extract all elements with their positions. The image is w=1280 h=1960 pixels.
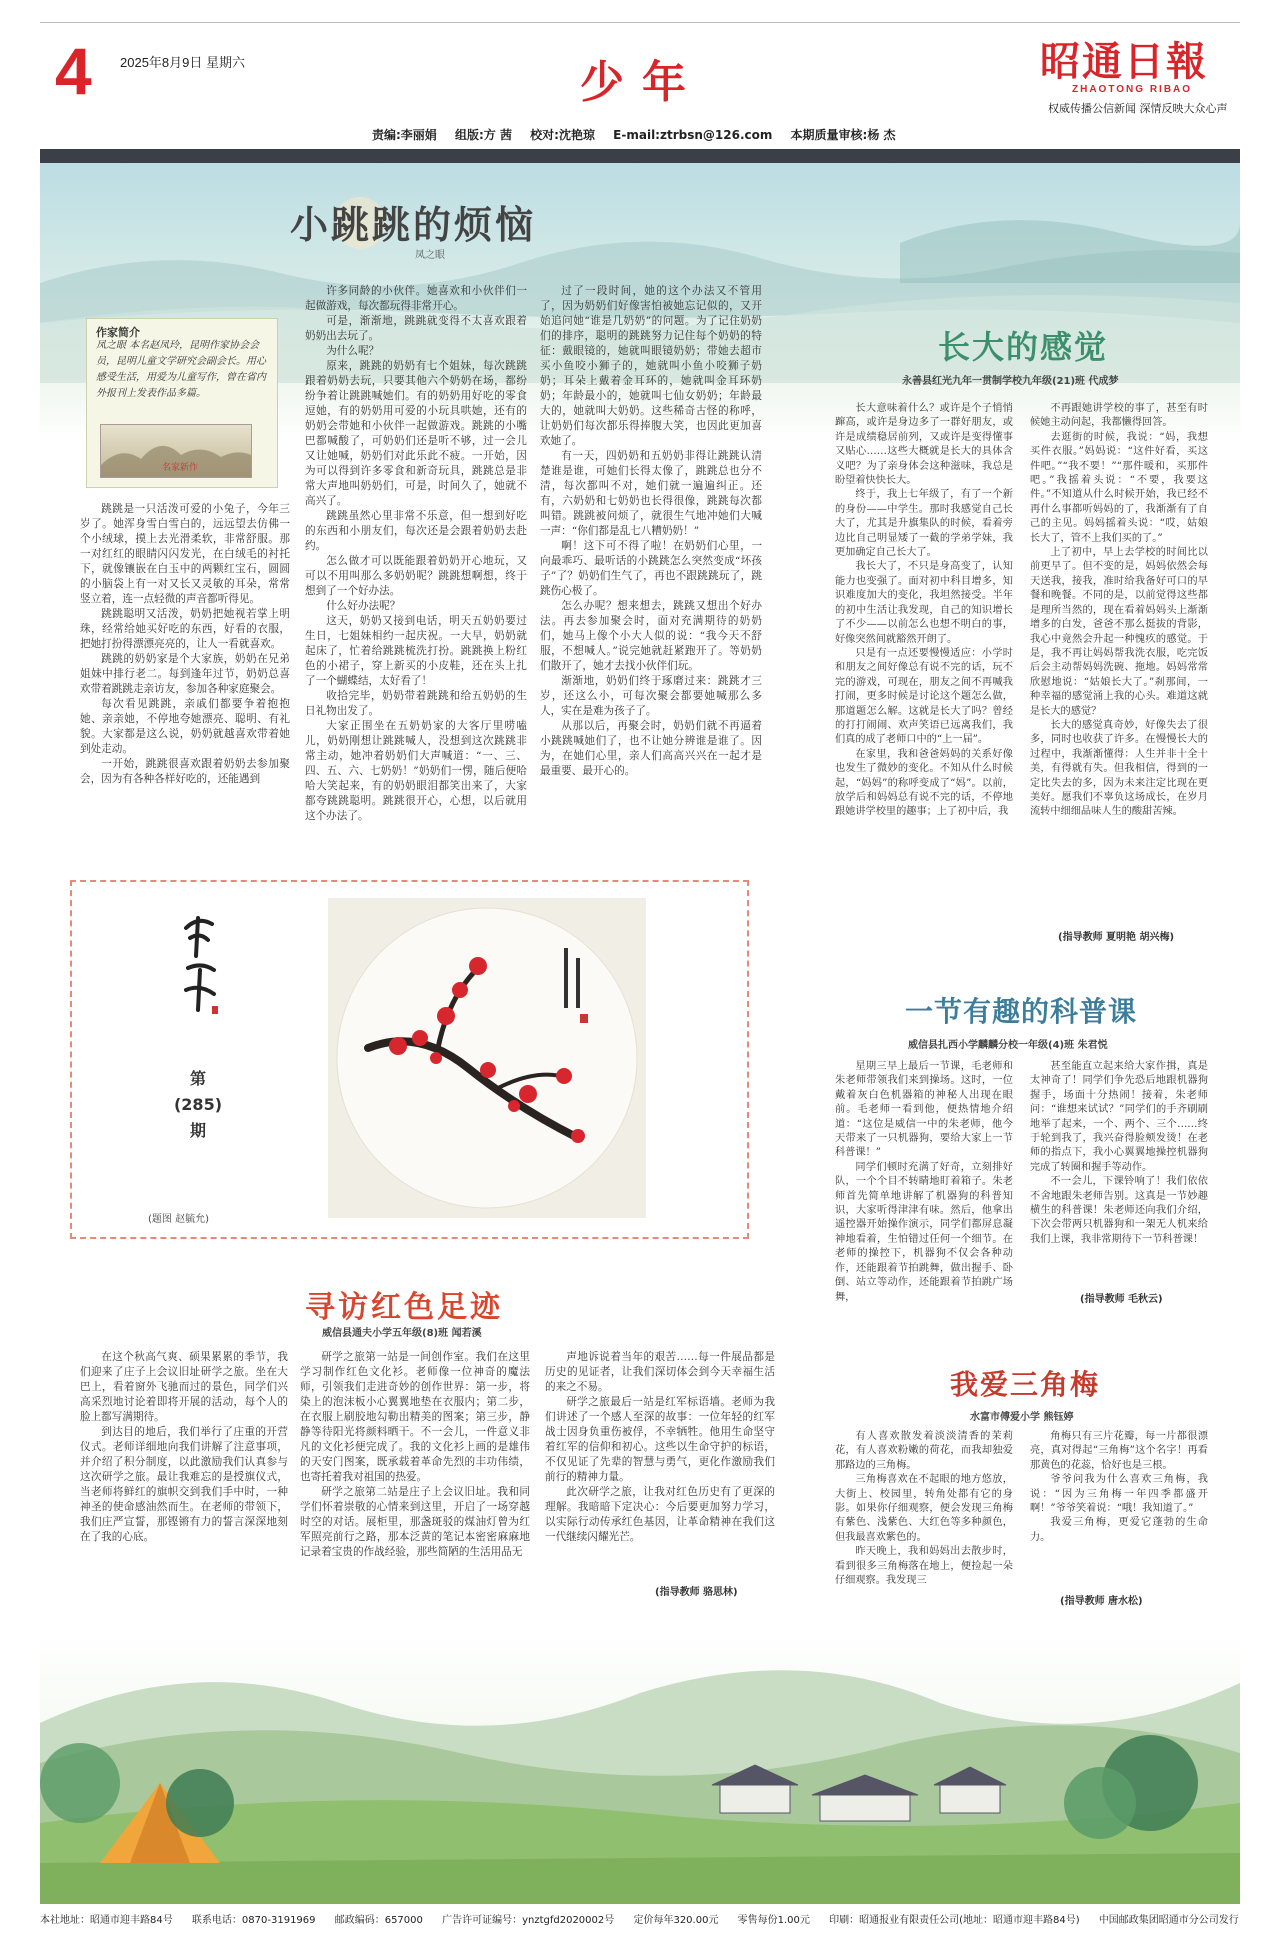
plum-blossom-painting xyxy=(328,898,646,1218)
author-bio-stamp: 名家新作 xyxy=(162,463,199,473)
calligraphy-title xyxy=(178,910,222,1028)
article-column xyxy=(305,284,527,824)
paragraph: 怎么做才可以既能跟着奶奶开心地玩，又可以不用叫那么多奶奶呢？跳跳想啊想，终于想到了一个好办法。 xyxy=(305,555,527,597)
paragraph: 研学之旅第一站是一间创作室。我们在这里学习制作红色文化衫。老师像一位神奇的魔法师，引领我们走进奇妙的创作世界：第一步，将染上的泡沫板小心翼翼地垫在衣服内；第二步，在衣服上刷胶地勾勒出精美的图案；第三步，静静等待阳光将颜料晒干。不一会儿，一件意义非凡的文化衫便完成了。我的文化衫上画的是雄伟的天安门图案，既承载着革命先烈的丰功伟绩，也寄托着我对祖国的热爱。 xyxy=(300,1351,530,1483)
paragraph: 渐渐地，奶奶们终于琢磨过来：跳跳才三岁，还这么小，可每次聚会都要她喊那么多人，实在是难为孩子了。 xyxy=(540,675,762,717)
landscape-illustration xyxy=(40,1633,1240,1903)
footer-item: 本社地址：昭通市迎丰路84号 xyxy=(40,1915,173,1926)
paragraph: 研学之旅最后一站是红军标语墙。老师为我们讲述了一个感人至深的故事：一位年轻的红军战士因身负重伤被俘，不幸牺牲。他用生命坚守着红军的信仰和初心。这些以生命守护的标语，不仅见证了先辈的智慧与勇气，更化作激励我们前行的精神力量。 xyxy=(545,1396,775,1483)
paragraph: 在这个秋高气爽、硕果累累的季节，我们迎来了庄子上会议旧址研学之旅。坐在大巴上，看着窗外飞驰而过的景色，同学们兴高采烈地讨论着即将开展的活动，每个人的脸上都写满期待。 xyxy=(80,1351,288,1423)
paragraph: 跳跳的奶奶家是个大家族，奶奶在兄弟姐妹中排行老二。每到逢年过节，奶奶总喜欢带着跳跳走亲访友，参加各种家庭聚会。 xyxy=(80,653,290,695)
article-title: 一节有趣的科普课 xyxy=(905,995,1138,1028)
paragraph: 只是有一点还要慢慢适应：小学时和朋友之间好像总有说不完的话，玩不完的游戏，可现在，朋友之间不再喊我打闹，更多时候是讨论这个题怎么做，那道题怎么解。这就是长大了吗？曾经的打打闹闹、欢声笑语已远离我们，我们真的成了老师口中的“上一届”。 xyxy=(835,647,1013,746)
paragraph: 啊！这下可不得了啦！在奶奶们心里，一向最乖巧、最听话的小跳跳怎么突然变成“坏孩子”了？奶奶们生气了，再也不跟跳跳玩了，跳跳伤心极了。 xyxy=(540,540,762,597)
footer-item: 零售每份1.00元 xyxy=(737,1915,810,1926)
footer-rule xyxy=(40,1903,1240,1904)
paragraph: 我长大了，不只是身高变了，认知能力也变强了。面对初中科目增多，知识难度加大的变化，我坦然接受。半年的初中生活让我发现，自己的知识增长了不少——以前怎么也想不明白的事，好像突然间就豁然开朗了。 xyxy=(835,561,1013,645)
article-column xyxy=(300,1350,530,1560)
article-column xyxy=(835,1060,1013,1305)
article-teacher-credit: (指导教师 毛秋云) xyxy=(1080,1294,1163,1305)
paragraph: 三角梅喜欢在不起眼的地方悠放，大街上、校园里，转角处都有它的身影。如果你仔细观察，便会发现三角梅有紫色、浅紫色、大红色等多种颜色，但我最喜欢紫色的。 xyxy=(835,1474,1013,1543)
paragraph: 终于，我上七年级了，有了一个新的身份——中学生。那时我感觉自己长大了，尤其是升旗集队的时候，看着旁边比自己明显矮了一截的学弟学妹，我更加确定自己长大了。 xyxy=(835,489,1013,559)
article-column xyxy=(540,284,762,779)
paragraph: 一开始，跳跳很喜欢跟着奶奶去参加聚会，因为有各种各样好吃的，还能遇到 xyxy=(80,758,290,785)
article-teacher-credit: (指导教师 唐水松) xyxy=(1060,1596,1143,1607)
paragraph: 怎么办呢？想来想去，跳跳又想出个好办法。再去参加聚会时，面对充满期待的奶奶们，她马上像个小大人似的说：“我今天不舒服，不想喊人。”说完她就赶紧跑开了。等奶奶们散开了，她才去找小伙伴们玩。 xyxy=(540,600,762,672)
article-title: 小跳跳的烦恼 xyxy=(290,202,537,247)
author-bio-text: 凤之眼 本名赵凤玲，昆明作家协会会员，昆明儿童文学研究会副会长。用心感受生活，用爱为儿童写作，曾在省内外报刊上发表作品多篇。 xyxy=(96,340,266,399)
article-teacher-credit: (指导教师 夏明艳 胡兴梅) xyxy=(1058,932,1175,943)
paragraph: 大家正围坐在五奶奶家的大客厅里唠嗑儿，奶奶刚想让跳跳喊人，没想到这次跳跳非常主动，她冲着奶奶们大声喊道：“一、三、四、五、六、七奶奶！”奶奶们一愣，随后便哈哈大笑起来，有的奶奶眼泪都笑出来了，大家都夸跳跳聪明。跳跳很开心，心想，以后就用这个办法了。 xyxy=(305,720,527,822)
article-byline: 水富市傅爱小学 熊钰婷 xyxy=(970,1412,1074,1423)
footer-item: 定价每年320.00元 xyxy=(633,1915,719,1926)
paragraph: 研学之旅第二站是庄子上会议旧址。我和同学们怀着崇敬的心情来到这里，开启了一场穿越时空的对话。展柜里，那盏斑驳的煤油灯曾为红军照亮前行之路，那本泛黄的笔记本密密麻麻地记录着宝贵的作战经验，那些简陋的生活用品无 xyxy=(300,1486,530,1558)
painting-caption: (题图 赵毓允) xyxy=(148,1214,209,1225)
paragraph: 到达目的地后，我们举行了庄重的开营仪式。老师详细地向我们讲解了注意事项，并介绍了积分制度，以此激励我们认真参与这次研学之旅。最让我难忘的是授旗仪式，当老师将鲜红的旗帜交到我们手中时，一种神圣的使命感油然而生。在老师的带领下，我们庄严宣誓，那铿锵有力的誓言深深地刻在了我的心底。 xyxy=(80,1426,288,1543)
editor-credit: 校对:沈艳琼 xyxy=(530,128,595,142)
article-author: 凤之眼 xyxy=(415,250,445,261)
article-column xyxy=(545,1350,775,1545)
page-footer xyxy=(40,1911,1255,1926)
editor-credit: 责编:李丽娟 xyxy=(372,128,437,142)
editor-credit: 本期质量审核:杨 杰 xyxy=(790,128,896,142)
paragraph: 可是，渐渐地，跳跳就变得不太喜欢跟着奶奶出去玩了。 xyxy=(305,315,527,342)
paragraph: 有一天，四奶奶和五奶奶非得让跳跳认清楚谁是谁，可她们长得太像了，跳跳总也分不清，每次都叫不对，她们就一遍遍纠正。还有，六奶奶和七奶奶也长得很像，跳跳每次都叫错。跳跳被问烦了，就很生气地冲她们大喊一声：“你们都是乱七八糟奶奶！” xyxy=(540,450,762,537)
article-column xyxy=(1030,402,1208,820)
paragraph: 什么好办法呢？ xyxy=(326,600,401,612)
issue-date: 2025年8月9日 星期六 xyxy=(120,55,245,70)
paragraph: 跳跳聪明又活泼，奶奶把她视若掌上明珠，经常给她买好吃的东西，好看的衣服，把她打扮得漂漂亮亮的，让人一看就喜欢。 xyxy=(80,608,290,650)
article-teacher-credit: (指导教师 骆思林) xyxy=(655,1587,738,1598)
paragraph: 我爱三角梅，更爱它蓬勃的生命力。 xyxy=(1030,1517,1208,1543)
header-top-rule xyxy=(40,22,1240,23)
article-column xyxy=(835,1430,1013,1588)
paragraph: 每次看见跳跳，亲戚们都要争着抱抱她、亲亲她，不停地夸她漂亮、聪明、有礼貌。大家都是这么说，奶奶就越喜欢带着她到处走动。 xyxy=(80,698,290,755)
paragraph: 长大的感觉真奇妙，好像失去了很多，同时也收获了许多。在慢慢长大的过程中，我渐渐懂得：人生并非十全十美，有得就有失。但我相信，得到的一定比失去的多，因为未来注定比现在更美好。愿我们不辜负这场成长，在岁月流转中细细品味人生的酸甜苦辣。 xyxy=(1030,719,1208,818)
footer-item: 印刷：昭通报业有限责任公司(地址：昭通市迎丰路84号) xyxy=(829,1915,1080,1926)
issue-suffix: 期 xyxy=(189,1121,206,1140)
paragraph: 过了一段时间，她的这个办法又不管用了，因为奶奶们好像害怕被她忘记似的，又开始追问她“谁是几奶奶”的问题。为了记住奶奶们的排序，聪明的跳跳努力记住每个奶奶的特征：戴眼镜的，她就叫眼镜奶奶；带她去超市买小鱼咬小狮子的，她就叫小鱼小咬狮子奶奶；耳朵上戴着金耳环的，她就叫金耳环奶奶；年龄最小的，她就叫七仙女奶奶；年龄最大的，她就叫大奶奶。这些稀奇古怪的称呼，让奶奶们每次都乐得捧腹大笑，也因此更加喜欢她了。 xyxy=(540,285,762,447)
paragraph: 从那以后，再聚会时，奶奶们就不再逼着小跳跳喊她们了，也不让她分辨谁是谁了。因为，在她们心里，亲人们高高兴兴在一起才是最重要、最开心的。 xyxy=(540,720,762,777)
article-byline: 威信县通夫小学五年级(8)班 闻若溪 xyxy=(322,1328,482,1339)
paragraph: 许多同龄的小伙伴。她喜欢和小伙伴们一起做游戏，每次都玩得非常开心。 xyxy=(305,285,527,312)
editor-credits xyxy=(372,126,910,143)
article-column xyxy=(835,402,1013,820)
footer-item: 广告许可证编号：ynztgfd2020002号 xyxy=(442,1915,615,1926)
footer-item: 中国邮政集团昭通市分公司发行 xyxy=(1098,1915,1239,1926)
paragraph: 这天，奶奶又接到电话，明天五奶奶要过生日，七姐妹相约一起庆祝。一大早，奶奶就起床了，忙着给跳跳梳洗打扮。跳跳换上粉红色的小裙子，穿上新买的小皮鞋，还在头上扎了一个蝴蝶结，太好看了！ xyxy=(305,615,527,687)
paragraph: 昨天晚上，我和妈妈出去散步时，看到很多三角梅落在地上，便捡起一朵仔细观察。我发现三 xyxy=(835,1546,1013,1587)
plum-blossom-icon xyxy=(328,898,646,1218)
paragraph: 跳跳虽然心里非常不乐意，但一想到好吃的东西和小朋友们，每次还是会跟着奶奶去赴约。 xyxy=(305,510,527,552)
paragraph: 不再跟她讲学校的事了，甚至有时候她主动问起，我都懒得回答。 xyxy=(1030,403,1208,429)
issue-number xyxy=(168,1066,228,1144)
paragraph: 声地诉说着当年的艰苦……每一件展品都是历史的见证者，让我们深切体会到今天幸福生活的来之不易。 xyxy=(545,1351,775,1393)
paragraph: 星期三早上最后一节课，毛老师和朱老师带领我们来到操场。这时，一位戴着灰白色机器箱的神秘人出现在眼前。毛老师一看到他，便热情地介绍道：“这位是威信一中的朱老师，他今天带来了一只机器狗，要给大家上一节科普课！” xyxy=(835,1061,1013,1159)
paragraph: 收拾完毕，奶奶带着跳跳和给五奶奶的生日礼物出发了。 xyxy=(305,690,527,717)
paragraph: 跳跳是一只活泼可爱的小兔子，今年三岁了。她浑身雪白雪白的，远远望去仿佛一个小绒球，摸上去光滑柔软，非常舒服。那一对红红的眼睛闪闪发光，在白绒毛的衬托下，就像镶嵌在白玉中的两颗红宝石，圆圆的小脑袋上有一对又长又灵敏的耳朵，常常竖立着，连一点轻微的声音都听得见。 xyxy=(80,503,290,605)
article-column xyxy=(1030,1430,1208,1545)
paragraph: 有人喜欢散发着淡淡清香的茉莉花，有人喜欢粉嫩的荷花，而我却独爱那路边的三角梅。 xyxy=(835,1431,1013,1471)
paragraph: 去逛街的时候，我说：“妈，我想买件衣服。”妈妈说：“这件好看，买这件吧。”“我不要！”“那件暖和，买那件吧。”我摇着头说：“不要，我要这件。”不知道从什么时候开始，我已经不再什么事都听妈妈的了，我渐渐有了自己的主见。妈妈摇着头说：“哎，姑娘长大了，管不上我们买的了。” xyxy=(1030,431,1208,544)
paragraph: 甚至能直立起来给大家作揖，真是太神奇了！同学们争先恐后地跟机器狗握手，场面十分热闹！接着，朱老师问：“谁想来试试？”同学们的手齐刷刷地举了起来，一个、两个、三个……终于轮到我了，我兴奋得脸颊发烫！在老师的指点下，我小心翼翼地操控机器狗完成了转圈和握手等动作。 xyxy=(1030,1061,1208,1173)
article-byline: 威信县扎西小学麟麟分校一年级(4)班 朱君悦 xyxy=(908,1040,1108,1051)
article-title: 长大的感觉 xyxy=(938,328,1109,366)
paragraph: 不一会儿，下课铃响了！我们依依不舍地跟朱老师告别。这真是一节妙趣横生的科普课！朱老师还向我们介绍，下次会带两只机器狗和一架无人机来给我们上课，我非常期待下一节科普课！ xyxy=(1030,1176,1208,1245)
article-title: 我爱三角梅 xyxy=(950,1368,1101,1401)
editor-credit: E-mail:ztrbsn@126.com xyxy=(613,128,773,142)
paragraph: 原来，跳跳的奶奶有七个姐妹，每次跳跳跟着奶奶去玩，只要其他六个奶奶在场，都纷纷争着让跳跳喊她们。有的奶奶用好吃的零食逗她，有的奶奶用可爱的小玩具哄她，还有的奶奶会带她和小伙伴一起做游戏。跳跳的小嘴巴都喊酸了，可奶奶们还是听不够，过一会儿又让她喊，奶奶们对此乐此不疲。一开始，因为可以得到许多零食和新奇玩具，跳跳总是非常大声地叫奶奶们，可是，时间久了，她就不高兴了。 xyxy=(305,360,527,507)
newspaper-slogan: 权威传播公信新闻 深情反映大众心声 xyxy=(1048,102,1228,115)
paragraph: 长大意味着什么？或许是个子悄悄蹿高，或许是身边多了一群好朋友，或许是成绩稳居前列，又或许是变得懂事又贴心……这些大概就是长大的具体含义吧？为了亲身体会这种滋味，我总是盼望着快快长大。 xyxy=(835,403,1013,487)
paragraph: 此次研学之旅，让我对红色历史有了更深的理解。我暗暗下定决心：今后要更加努力学习，以实际行动传承红色基因，让革命精神在我们这一代继续闪耀光芒。 xyxy=(545,1486,775,1543)
article-column xyxy=(80,502,290,787)
newspaper-masthead: 昭通日報 xyxy=(1040,38,1208,85)
paragraph: 为什么呢？ xyxy=(326,345,380,357)
editor-credit: 组版:方 茜 xyxy=(455,128,512,142)
footer-item: 邮政编码：657000 xyxy=(334,1915,423,1926)
paragraph: 同学们顿时充满了好奇，立刻排好队，一个个目不转睛地盯着箱子。朱老师首先简单地讲解了机器狗的科普知识，大家听得津津有味。然后，他拿出遥控器开始操作演示，同学们都屏息凝神地看着，生怕错过任何一个细节。在老师的操控下，机器狗不仅会各种动作，还能跟着节拍跳舞，做出握手、卧倒、站立等动作，还能跟着节拍跳广场舞， xyxy=(835,1161,1013,1303)
paragraph: 在家里，我和爸爸妈妈的关系好像也发生了微妙的变化。不知从什么时候起，“妈妈”的称呼变成了“妈”。以前，放学后和妈妈总有说不完的话，不停地跟她讲学校里的趣事；上了初中后，我 xyxy=(835,748,1013,818)
article-column xyxy=(1030,1060,1208,1247)
article-column xyxy=(80,1350,288,1545)
paragraph: 角梅只有三片花瓣，每一片都很漂亮，真对得起“三角梅”这个名字！再看那黄色的花蕊，恰好也是三根。 xyxy=(1030,1431,1208,1471)
newspaper-masthead-english: ZHAOTONG RIBAO xyxy=(1072,84,1193,95)
issue-label: 第 xyxy=(189,1069,206,1088)
paragraph: 上了初中，早上去学校的时间比以前更早了。但不变的是，妈妈依然会每天送我，接我，准时给我备好可口的早餐和晚餐。不同的是，以前觉得这些都是理所当然的，现在看着妈妈头上渐渐增多的白发，爸爸不那么挺拔的背影，我心中竟然会升起一种愧疚的感觉。于是，我不再让妈妈帮我洗衣服，吃完饭后会主动帮妈妈洗碗、拖地。妈妈常常欣慰地说：“姑娘长大了。”刹那间，一种幸福的感觉涌上我的心头。难道这就是长大的感觉？ xyxy=(1030,547,1208,717)
section-title: 少年 xyxy=(580,57,704,108)
issue-value: (285) xyxy=(173,1095,223,1114)
author-bio-title: 作家简介 xyxy=(96,326,140,339)
header-band xyxy=(40,149,1240,163)
article-byline: 永善县红光九年一贯制学校九年级(21)班 代成梦 xyxy=(902,376,1119,387)
footer-item: 联系电话：0870-3191969 xyxy=(191,1915,316,1926)
article-title: 寻访红色足迹 xyxy=(305,1290,503,1325)
paragraph: 爷爷问我为什么喜欢三角梅，我说：“因为三角梅一年四季都盛开啊！”爷爷笑着说：“哦！我知道了。” xyxy=(1030,1474,1208,1515)
page-number: 4 xyxy=(55,34,92,108)
